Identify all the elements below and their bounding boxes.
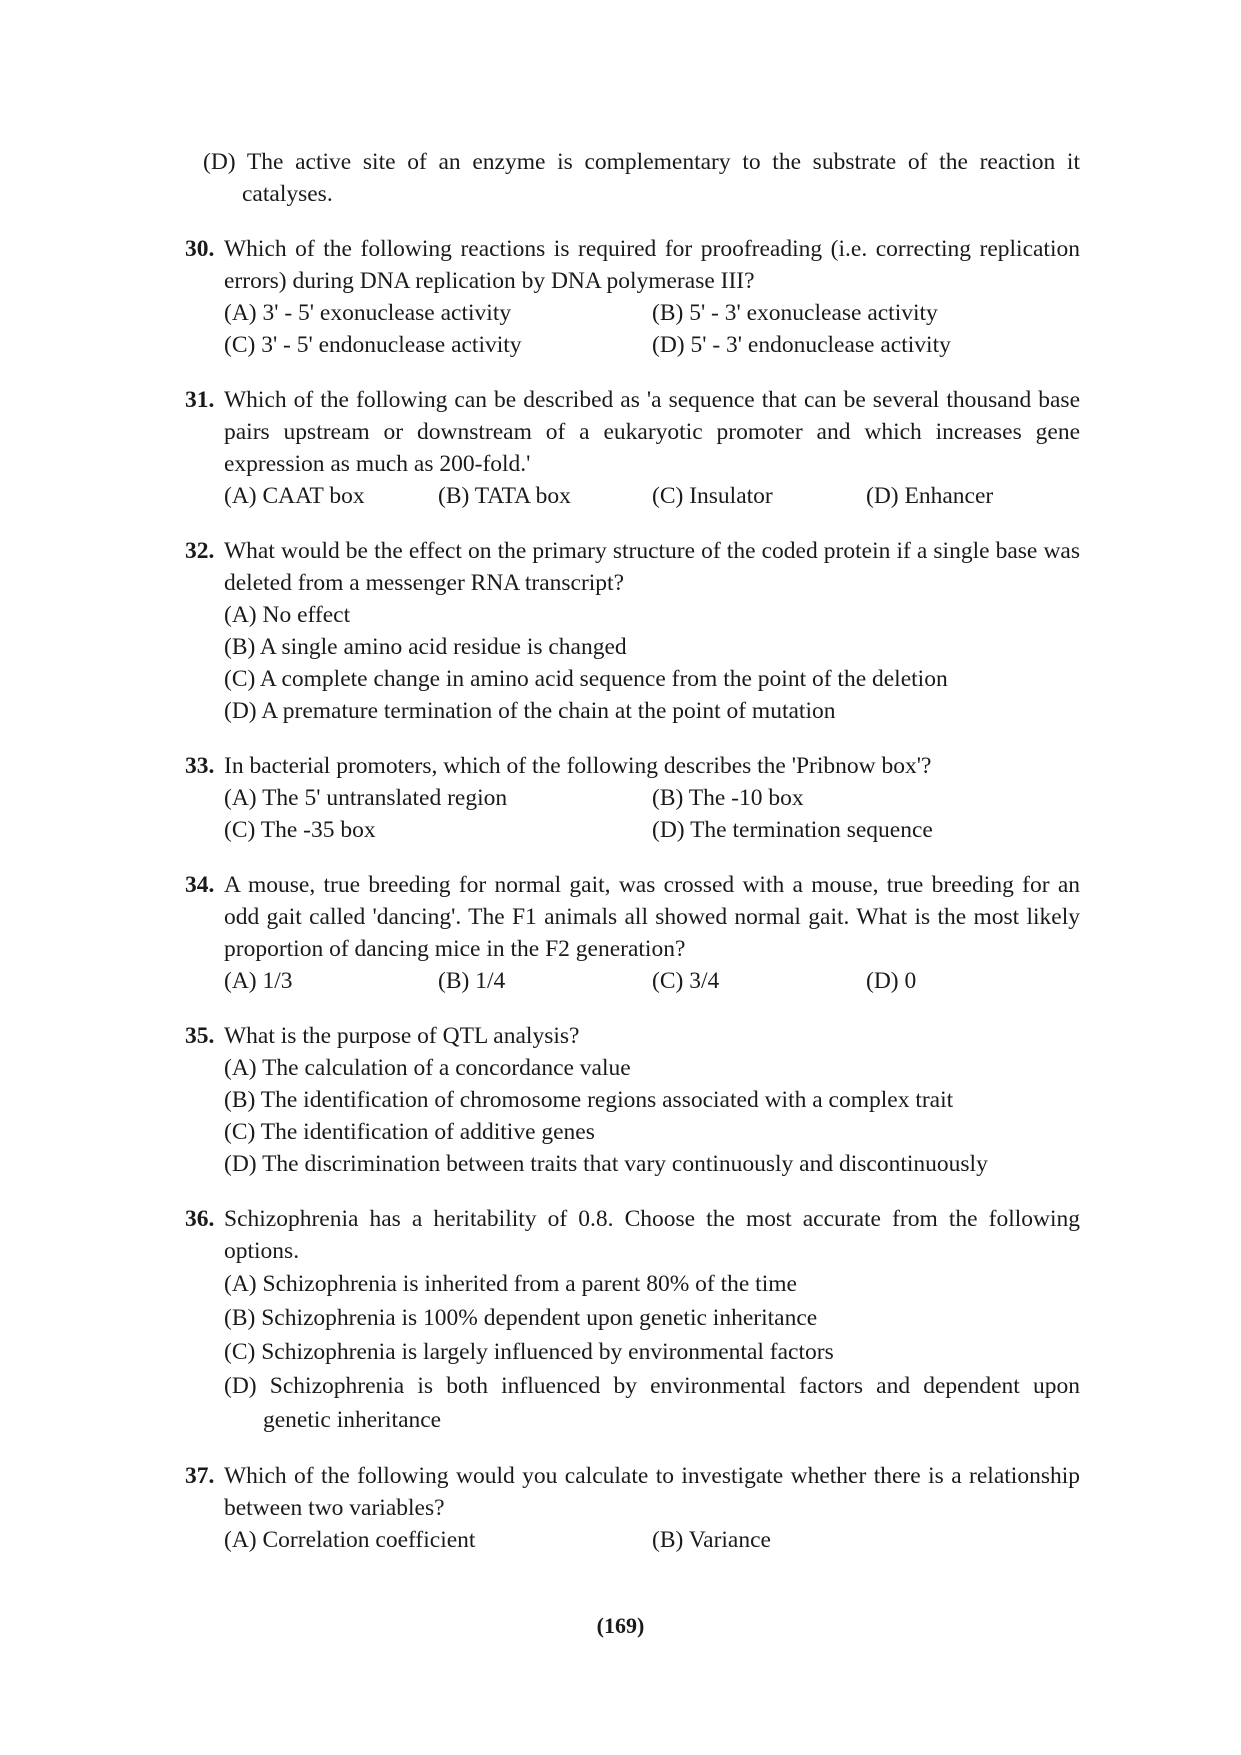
options [224,297,1080,361]
page-number: (169) [596,1613,645,1638]
question-32 [185,535,1080,727]
question-text: A mouse, true breeding for normal gait, was crossed with a mouse, true breeding for an odd gait called 'dancing'. The F1 animals all showed normal gait. What is the most likely proportion of dancing mice in the F2 generation? [224,872,1080,962]
option-a: (A) No effect [224,602,351,628]
question-34 [185,869,1080,997]
options [224,599,1080,727]
option-c: (C) Insulator [652,483,773,509]
option-b: (B) Variance [652,1527,771,1553]
question-text: What is the purpose of QTL analysis? [224,1023,580,1049]
question-33 [185,750,1080,846]
option-a: (A) 3' - 5' exonuclease activity [224,300,512,326]
option-b: (B) 1/4 [438,968,506,994]
option-a: (A) The calculation of a concordance value [224,1055,631,1081]
option-c: (C) 3' - 5' endonuclease activity [224,332,522,358]
option-d: (D) A premature termination of the chain at the point of mutation [224,698,836,724]
question-text: Which of the following can be described as 'a sequence that can be several thousand base pairs upstream or downstream of a eukaryotic promoter and which increases gene expression as much as 200-fold.' [224,387,1080,477]
question-number: 31. [185,387,215,413]
question-37 [185,1460,1080,1556]
question-number: 30. [185,236,215,262]
option-b: (B) 5' - 3' exonuclease activity [652,300,938,326]
option-a: (A) Schizophrenia is inherited from a parent 80% of the time [224,1271,797,1297]
question-text: What would be the effect on the primary structure of the coded protein if a single base was deleted from a messenger RNA transcript? [224,538,1080,596]
options [224,965,1080,997]
question-number: 34. [185,872,215,898]
option-b: (B) The -10 box [652,785,804,811]
continued-option: (D) The active site of an enzyme is complementary to the substrate of the reaction it catalyses. [203,149,1080,207]
question-number: 32. [185,538,215,564]
option-d: (D) The termination sequence [652,817,933,843]
options [224,480,1080,512]
options [224,1524,1080,1556]
option-d: (D) The discrimination between traits that vary continuously and discontinuously [224,1151,988,1177]
option-d: (D) Enhancer [866,483,994,509]
question-text: Schizophrenia has a heritability of 0.8. Choose the most accurate from the following options. [224,1206,1080,1264]
option-d: (D) 5' - 3' endonuclease activity [652,332,951,358]
option-b: (B) A single amino acid residue is changed [224,634,627,660]
option-c: (C) A complete change in amino acid sequence from the point of the deletion [224,666,948,692]
options [224,782,1080,846]
option-a: (A) 1/3 [224,968,293,994]
question-30 [185,233,1080,361]
question-36 [185,1203,1080,1437]
question-number: 36. [185,1206,215,1232]
option-a: (A) Correlation coefficient [224,1527,476,1553]
question-list [185,146,1080,1556]
option-b: (B) TATA box [438,483,571,509]
option-a: (A) The 5' untranslated region [224,785,508,811]
options [224,1267,1080,1437]
option-d: (D) Schizophrenia is both influenced by environmental factors and dependent upon genetic inheritance [224,1373,1080,1433]
question-number: 37. [185,1463,215,1489]
options [224,1052,1080,1180]
question-number: 33. [185,753,215,779]
option-b: (B) Schizophrenia is 100% dependent upon genetic inheritance [224,1305,818,1331]
option-a: (A) CAAT box [224,483,365,509]
question-text: Which of the following would you calculate to investigate whether there is a relationship between two variables? [224,1463,1080,1521]
option-c: (C) The identification of additive genes [224,1119,595,1145]
question-number: 35. [185,1023,215,1049]
question-text: In bacterial promoters, which of the following describes the 'Pribnow box'? [224,753,932,779]
question-35 [185,1020,1080,1180]
option-b: (B) The identification of chromosome regions associated with a complex trait [224,1087,954,1113]
option-d: (D) 0 [866,968,917,994]
option-c: (C) 3/4 [652,968,720,994]
question-text: Which of the following reactions is required for proofreading (i.e. correcting replication errors) during DNA replication by DNA polymerase III? [224,236,1080,294]
option-c: (C) The -35 box [224,817,376,843]
option-c: (C) Schizophrenia is largely influenced by environmental factors [224,1339,834,1365]
question-31 [185,384,1080,512]
